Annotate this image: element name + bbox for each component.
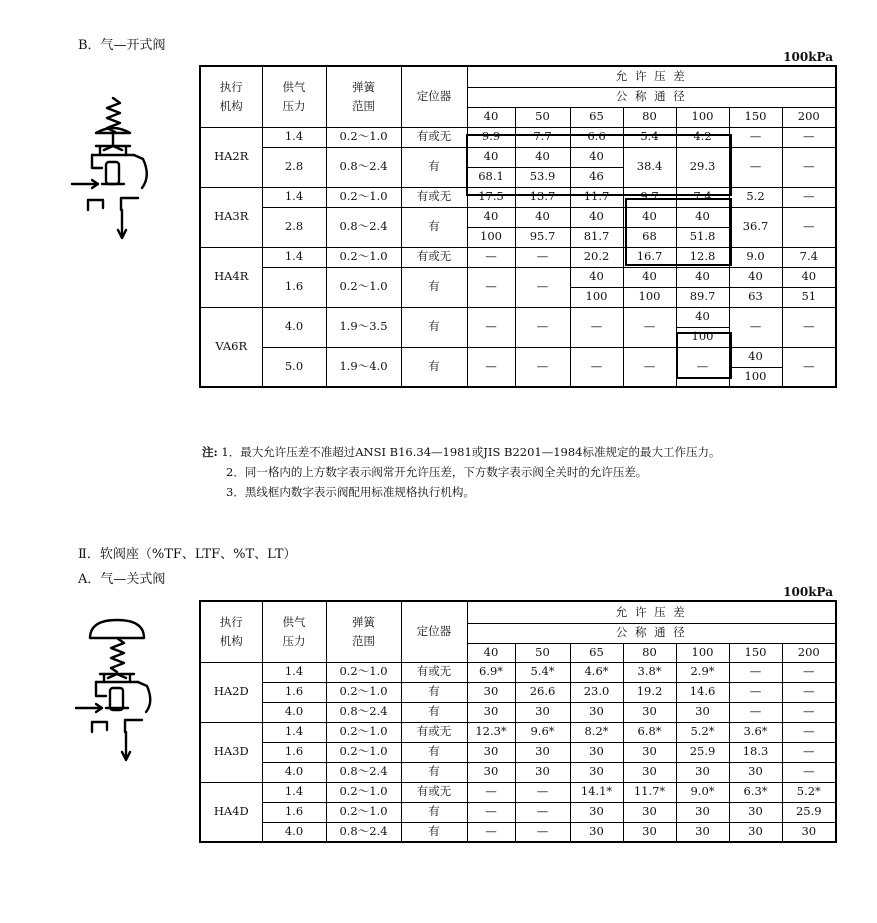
supply-cell: 1.4 <box>262 662 326 682</box>
value-cell: 30 <box>623 822 676 842</box>
value-cell: 25.9 <box>782 802 836 822</box>
positioner-cell: 有 <box>401 682 467 702</box>
value-cell: 3.6* <box>729 722 782 742</box>
size-header-40: 40 <box>467 107 515 127</box>
size-header-150: 150 <box>729 107 782 127</box>
value-cell: — <box>782 127 836 147</box>
value-cell: 30 <box>467 682 515 702</box>
value-cell: 9.7 <box>623 187 676 207</box>
size-header-80: 80 <box>623 107 676 127</box>
positioner-cell: 有 <box>401 702 467 722</box>
header-actuator: 执行机构 <box>200 66 262 127</box>
value-cell: 30 <box>729 822 782 842</box>
table-row <box>200 187 836 207</box>
value-cell: 17.5 <box>467 187 515 207</box>
spring-cell: 0.2～1.0 <box>326 782 401 802</box>
positioner-cell: 有 <box>401 762 467 782</box>
value-cell: 9.9 <box>467 127 515 147</box>
value-cell-closed: 53.9 <box>515 167 570 187</box>
table-row <box>200 662 836 682</box>
value-cell-open: 40 <box>623 267 676 287</box>
value-cell: 5.2 <box>729 187 782 207</box>
spring-cell: 1.9～4.0 <box>326 347 401 387</box>
value-cell: — <box>782 347 836 387</box>
value-cell: 30 <box>467 762 515 782</box>
value-cell-closed: 100 <box>676 327 729 347</box>
positioner-cell: 有 <box>401 147 467 187</box>
actuator-cell: HA2D <box>200 662 262 722</box>
supply-cell: 1.4 <box>262 127 326 147</box>
section-ii-title: Ⅱ．软阀座（%TF、LTF、%T、LT） <box>78 547 297 562</box>
table-body <box>200 601 836 842</box>
value-cell: 30 <box>676 702 729 722</box>
value-cell-closed: 95.7 <box>515 227 570 247</box>
size-header-65: 65 <box>570 107 623 127</box>
value-cell: — <box>515 247 570 267</box>
value-cell: 30 <box>570 742 623 762</box>
value-cell: — <box>515 307 570 347</box>
value-cell: — <box>782 307 836 347</box>
value-cell: 30 <box>570 762 623 782</box>
value-cell-closed: 51 <box>782 287 836 307</box>
value-cell-closed: 100 <box>570 287 623 307</box>
spring-cell: 0.8～2.4 <box>326 702 401 722</box>
value-cell: 30 <box>570 802 623 822</box>
table-row <box>200 822 836 842</box>
value-cell: 30 <box>515 702 570 722</box>
header-actuator: 执行机构 <box>200 601 262 662</box>
allowed-pressure-table-air-to-close <box>199 600 837 843</box>
positioner-cell: 有或无 <box>401 662 467 682</box>
spring-cell: 0.2～1.0 <box>326 722 401 742</box>
supply-cell: 1.4 <box>262 187 326 207</box>
supply-cell: 1.4 <box>262 782 326 802</box>
spring-cell: 0.2～1.0 <box>326 187 401 207</box>
value-cell-closed: 100 <box>623 287 676 307</box>
value-cell: 30 <box>570 822 623 842</box>
supply-cell: 4.0 <box>262 307 326 347</box>
header-spring: 弹簧范围 <box>326 601 401 662</box>
positioner-cell: 有或无 <box>401 127 467 147</box>
value-cell: 5.2* <box>782 782 836 802</box>
value-cell: — <box>782 662 836 682</box>
value-cell: 4.6* <box>570 662 623 682</box>
actuator-cell: HA3D <box>200 722 262 782</box>
value-cell: 23.0 <box>570 682 623 702</box>
value-cell: — <box>515 267 570 307</box>
value-cell: 30 <box>676 822 729 842</box>
value-cell: 30 <box>623 742 676 762</box>
value-cell: — <box>782 742 836 762</box>
value-cell: 30 <box>623 702 676 722</box>
value-cell: 30 <box>467 742 515 762</box>
value-cell: — <box>623 347 676 387</box>
value-cell: 19.2 <box>623 682 676 702</box>
spring-cell: 0.2～1.0 <box>326 742 401 762</box>
value-cell: 30 <box>729 762 782 782</box>
header-supply: 供气压力 <box>262 66 326 127</box>
value-cell: — <box>467 822 515 842</box>
value-cell-closed: 100 <box>729 367 782 387</box>
value-cell: 38.4 <box>623 147 676 187</box>
value-cell-closed: 68.1 <box>467 167 515 187</box>
value-cell: — <box>515 822 570 842</box>
value-cell: — <box>515 782 570 802</box>
value-cell-open: 40 <box>570 267 623 287</box>
valve-air-to-open-diagram <box>62 92 162 252</box>
value-cell: — <box>729 307 782 347</box>
value-cell: 9.0 <box>729 247 782 267</box>
value-cell: 26.6 <box>515 682 570 702</box>
value-cell-open: 40 <box>515 207 570 227</box>
header-spring: 弹簧范围 <box>326 66 401 127</box>
table-row <box>200 722 836 742</box>
value-cell: 20.2 <box>570 247 623 267</box>
positioner-cell: 有或无 <box>401 722 467 742</box>
table-row <box>200 782 836 802</box>
value-cell: 2.9* <box>676 662 729 682</box>
spring-cell: 0.2～1.0 <box>326 127 401 147</box>
value-cell: — <box>467 347 515 387</box>
value-cell: 7.7 <box>515 127 570 147</box>
value-cell: — <box>467 267 515 307</box>
supply-cell: 4.0 <box>262 762 326 782</box>
value-cell: 30 <box>676 802 729 822</box>
table-row <box>200 307 836 327</box>
value-cell: 36.7 <box>729 207 782 247</box>
positioner-cell: 有 <box>401 802 467 822</box>
value-cell-open: 40 <box>729 347 782 367</box>
value-cell-open: 40 <box>623 207 676 227</box>
header-nominal-size: 公 称 通 径 <box>467 87 836 107</box>
note-3: 3．黑线框内数字表示阀配用标准规格执行机构。 <box>226 485 475 499</box>
spring-cell: 0.8～2.4 <box>326 822 401 842</box>
spring-cell: 0.8～2.4 <box>326 762 401 782</box>
positioner-cell: 有 <box>401 267 467 307</box>
value-cell-open: 40 <box>467 147 515 167</box>
value-cell-open: 40 <box>467 207 515 227</box>
value-cell-open: 40 <box>676 267 729 287</box>
positioner-cell: 有或无 <box>401 247 467 267</box>
size-header-40: 40 <box>467 643 515 662</box>
size-header-150: 150 <box>729 643 782 662</box>
value-cell: 18.3 <box>729 742 782 762</box>
supply-cell: 1.4 <box>262 722 326 742</box>
positioner-cell: 有 <box>401 307 467 347</box>
value-cell: 30 <box>729 802 782 822</box>
value-cell: — <box>570 307 623 347</box>
value-cell: 13.7 <box>515 187 570 207</box>
spring-cell: 0.2～1.0 <box>326 247 401 267</box>
table-row <box>200 762 836 782</box>
value-cell: 30 <box>515 742 570 762</box>
value-cell: 30 <box>570 702 623 722</box>
value-cell: 3.8* <box>623 662 676 682</box>
spring-cell: 1.9～3.5 <box>326 307 401 347</box>
value-cell-closed: 51.8 <box>676 227 729 247</box>
supply-cell: 1.4 <box>262 247 326 267</box>
value-cell: — <box>515 347 570 387</box>
value-cell: 14.6 <box>676 682 729 702</box>
size-header-100: 100 <box>676 643 729 662</box>
positioner-cell: 有 <box>401 207 467 247</box>
spring-cell: 0.8～2.4 <box>326 207 401 247</box>
actuator-cell: HA2R <box>200 127 262 187</box>
valve-air-to-close-diagram <box>62 612 172 772</box>
supply-cell: 1.6 <box>262 802 326 822</box>
value-cell: 25.9 <box>676 742 729 762</box>
value-cell: 7.4 <box>676 187 729 207</box>
value-cell: 4.2 <box>676 127 729 147</box>
section-b-title: B．气—开式阀 <box>78 38 166 53</box>
value-cell: — <box>467 247 515 267</box>
table-row <box>200 247 836 267</box>
actuator-cell: HA4D <box>200 782 262 842</box>
header-allowed-diff: 允 许 压 差 <box>467 601 836 623</box>
value-cell-open: 40 <box>570 207 623 227</box>
value-cell-open: 40 <box>515 147 570 167</box>
size-header-200: 200 <box>782 107 836 127</box>
value-cell-closed: 89.7 <box>676 287 729 307</box>
size-header-100: 100 <box>676 107 729 127</box>
note-2: 2．同一格内的上方数字表示阀常开允许压差，下方数字表示阀全关时的允许压差。 <box>226 465 648 479</box>
header-positioner: 定位器 <box>401 601 467 662</box>
value-cell: 30 <box>676 762 729 782</box>
value-cell: 5.4* <box>515 662 570 682</box>
value-cell: 30 <box>623 802 676 822</box>
value-cell: — <box>623 307 676 347</box>
table-row <box>200 702 836 722</box>
value-cell: 14.1* <box>570 782 623 802</box>
value-cell: 12.3* <box>467 722 515 742</box>
spring-cell: 0.2～1.0 <box>326 662 401 682</box>
size-header-50: 50 <box>515 643 570 662</box>
size-header-65: 65 <box>570 643 623 662</box>
value-cell: — <box>782 682 836 702</box>
value-cell: — <box>570 347 623 387</box>
value-cell: — <box>782 207 836 247</box>
spring-cell: 0.2～1.0 <box>326 682 401 702</box>
value-cell: 30 <box>515 762 570 782</box>
spring-cell: 0.2～1.0 <box>326 267 401 307</box>
value-cell: 11.7* <box>623 782 676 802</box>
size-header-80: 80 <box>623 643 676 662</box>
table-row <box>200 267 836 287</box>
value-cell: — <box>467 307 515 347</box>
value-cell-open: 40 <box>676 207 729 227</box>
supply-cell: 4.0 <box>262 702 326 722</box>
table-row <box>200 207 836 227</box>
table-row <box>200 682 836 702</box>
value-cell: — <box>515 802 570 822</box>
value-cell: 30 <box>782 822 836 842</box>
value-cell: 12.8 <box>676 247 729 267</box>
value-cell: — <box>782 762 836 782</box>
value-cell: — <box>467 802 515 822</box>
value-cell: — <box>729 662 782 682</box>
table-row <box>200 147 836 167</box>
notes-label: 注 <box>202 445 214 459</box>
value-cell: 7.4 <box>782 247 836 267</box>
section-a-title: A．气—关式阀 <box>78 572 166 587</box>
size-header-200: 200 <box>782 643 836 662</box>
supply-cell: 1.6 <box>262 267 326 307</box>
value-cell-closed: 63 <box>729 287 782 307</box>
unit-label-1: 100kPa <box>783 50 833 64</box>
supply-cell: 1.6 <box>262 742 326 762</box>
positioner-cell: 有 <box>401 822 467 842</box>
supply-cell: 4.0 <box>262 822 326 842</box>
spring-cell: 0.2～1.0 <box>326 802 401 822</box>
positioner-cell: 有 <box>401 347 467 387</box>
actuator-cell: VA6R <box>200 307 262 387</box>
value-cell-closed: 81.7 <box>570 227 623 247</box>
header-allowed-diff: 允 许 压 差 <box>467 66 836 87</box>
value-cell: 8.2* <box>570 722 623 742</box>
value-cell: — <box>467 782 515 802</box>
value-cell: 16.7 <box>623 247 676 267</box>
value-cell: — <box>729 702 782 722</box>
value-cell-open: 40 <box>782 267 836 287</box>
value-cell: — <box>729 682 782 702</box>
positioner-cell: 有 <box>401 742 467 762</box>
value-cell: — <box>782 722 836 742</box>
value-cell-closed: 46 <box>570 167 623 187</box>
value-cell: — <box>782 147 836 187</box>
value-cell: 6.9* <box>467 662 515 682</box>
value-cell: 5.2* <box>676 722 729 742</box>
header-positioner: 定位器 <box>401 66 467 127</box>
table-row <box>200 802 836 822</box>
positioner-cell: 有或无 <box>401 187 467 207</box>
size-header-50: 50 <box>515 107 570 127</box>
value-cell: 6.6 <box>570 127 623 147</box>
notes: 注: 1．最大允许压差不准超过ANSI B16.34—1981或JIS B2201—1984标准规定的最大工作压力。 2．同一格内的上方数字表示阀常开允许压差，下方数字表示阀全关时的允许压差。 3．黑线框内数字表示阀配用标准规格执行机构。 <box>202 442 842 502</box>
supply-cell: 2.8 <box>262 207 326 247</box>
supply-cell: 5.0 <box>262 347 326 387</box>
table-row <box>200 127 836 147</box>
table-body <box>200 66 836 387</box>
header-nominal-size: 公 称 通 径 <box>467 623 836 643</box>
header-supply: 供气压力 <box>262 601 326 662</box>
table-row <box>200 347 836 367</box>
value-cell: — <box>729 147 782 187</box>
actuator-cell: HA3R <box>200 187 262 247</box>
value-cell: 30 <box>467 702 515 722</box>
value-cell: 9.0* <box>676 782 729 802</box>
table-row <box>200 742 836 762</box>
supply-cell: 1.6 <box>262 682 326 702</box>
value-cell: 11.7 <box>570 187 623 207</box>
value-cell: 9.6* <box>515 722 570 742</box>
value-cell: 30 <box>623 762 676 782</box>
actuator-cell: HA4R <box>200 247 262 307</box>
note-1: 1．最大允许压差不准超过ANSI B16.34—1981或JIS B2201—1984标准规定的最大工作压力。 <box>221 445 721 459</box>
spring-cell: 0.8～2.4 <box>326 147 401 187</box>
value-cell-open: 40 <box>676 307 729 327</box>
unit-label-2: 100kPa <box>783 585 833 599</box>
value-cell-open: 40 <box>570 147 623 167</box>
value-cell: — <box>782 187 836 207</box>
value-cell: — <box>729 127 782 147</box>
value-cell: 6.3* <box>729 782 782 802</box>
value-cell: 5.4 <box>623 127 676 147</box>
value-cell: — <box>782 702 836 722</box>
allowed-pressure-table-air-to-open <box>199 65 837 388</box>
positioner-cell: 有或无 <box>401 782 467 802</box>
supply-cell: 2.8 <box>262 147 326 187</box>
value-cell-closed: 100 <box>467 227 515 247</box>
value-cell: 29.3 <box>676 147 729 187</box>
value-cell: 6.8* <box>623 722 676 742</box>
value-cell: — <box>676 347 729 387</box>
value-cell-open: 40 <box>729 267 782 287</box>
value-cell-closed: 68 <box>623 227 676 247</box>
